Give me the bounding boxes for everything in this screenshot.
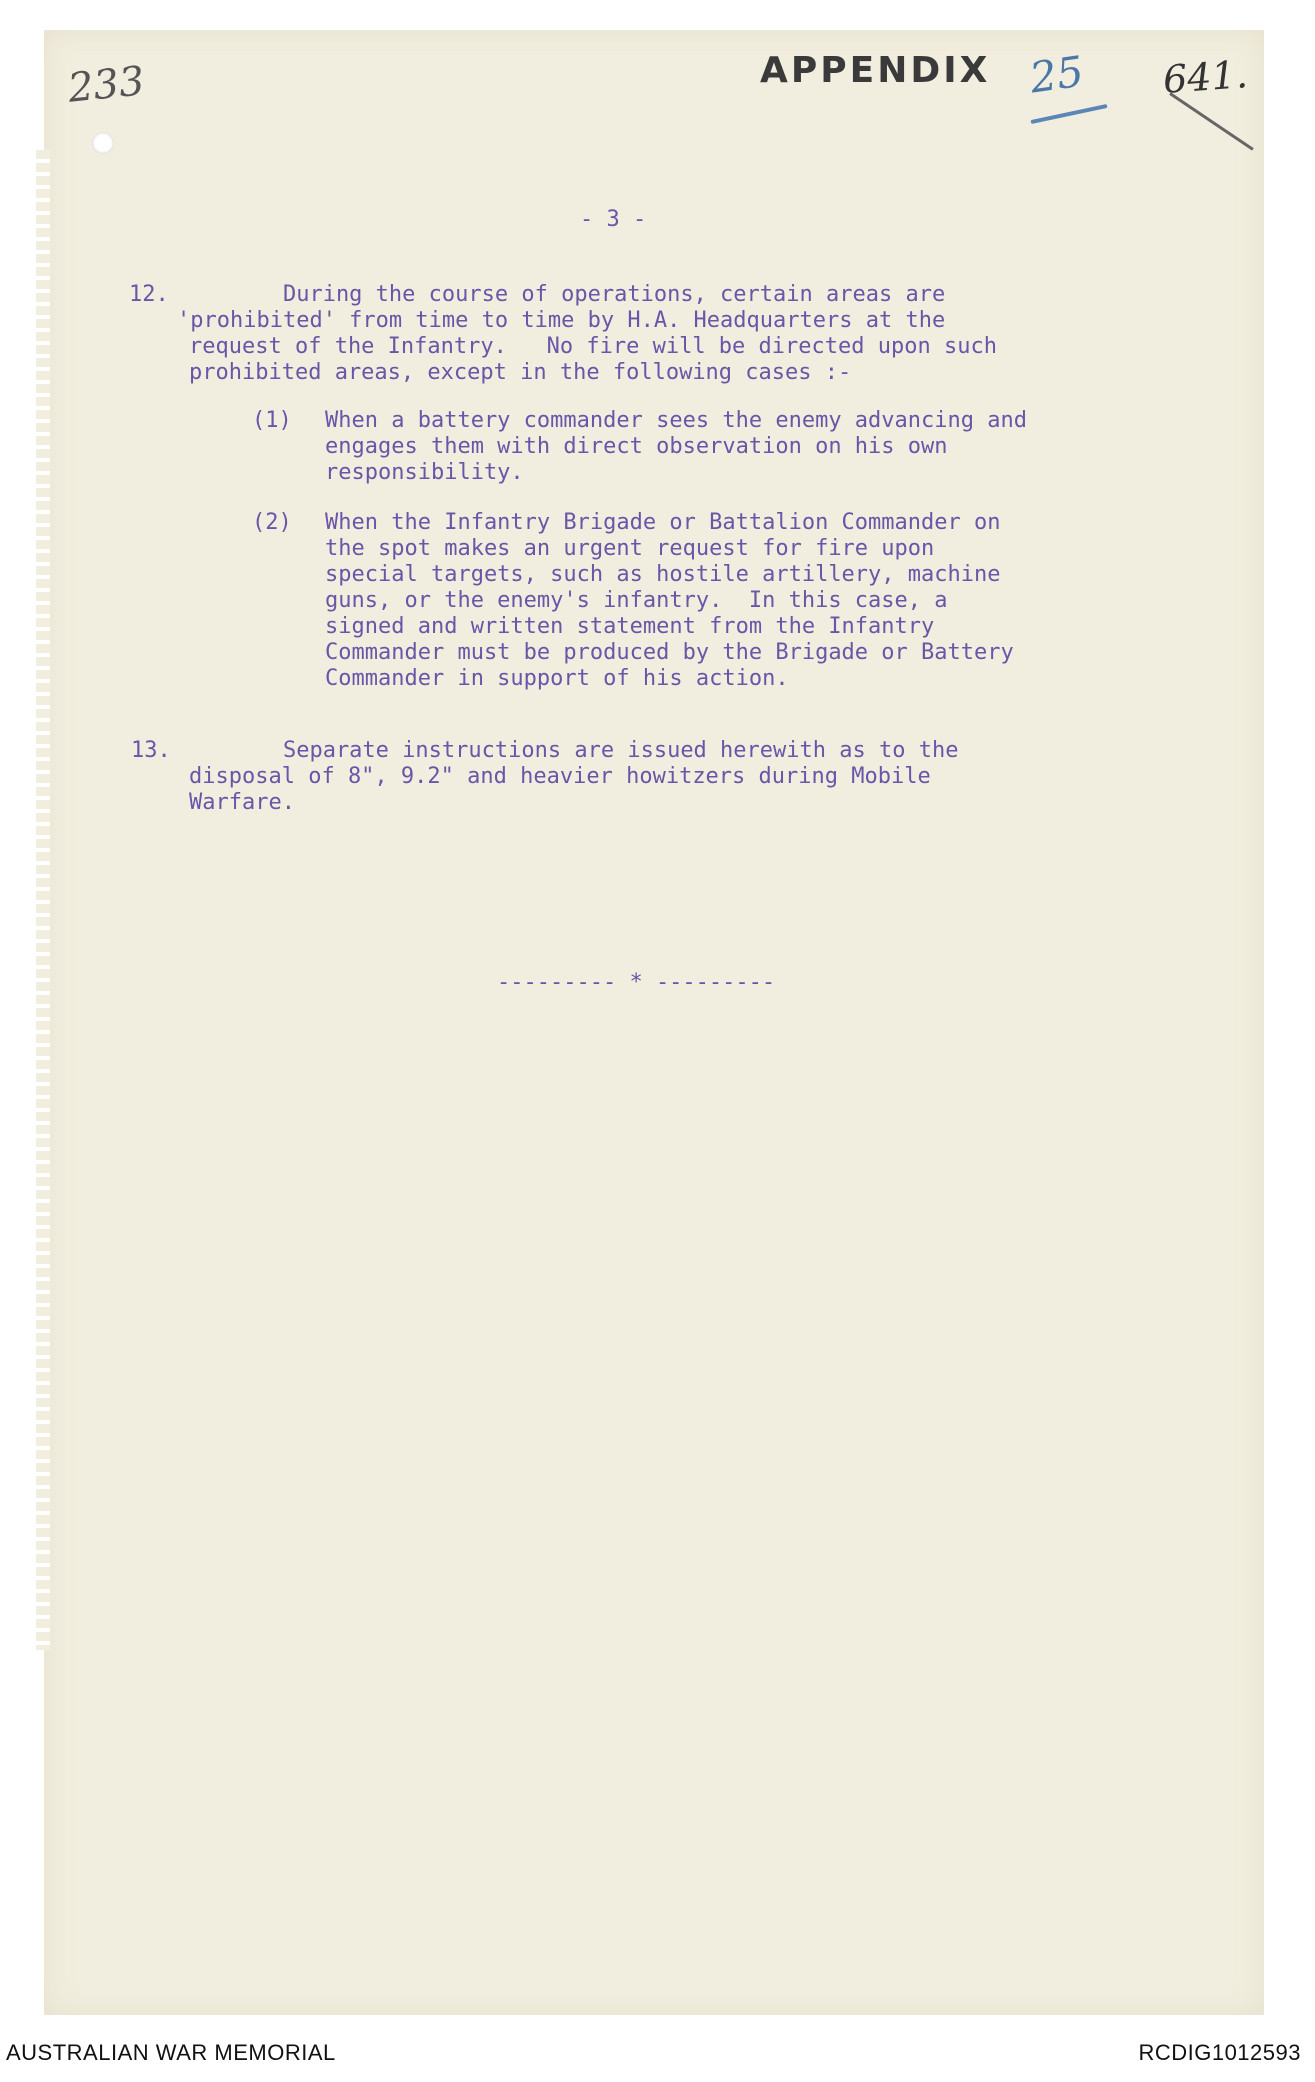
paragraph-13-line-1: Separate instructions are issued herewith as to the — [177, 738, 959, 763]
item-2-line-1: When the Infantry Brigade or Battalion Commander on — [325, 510, 1001, 535]
handwritten-folio-right: 641. — [1161, 52, 1250, 102]
item-2-line-5: signed and written statement from the Infantry — [325, 614, 935, 639]
footer-record-id: RCDIG1012593 — [1138, 2040, 1301, 2065]
paragraph-12-line-3: request of the Infantry. No fire will be directed upon such — [189, 334, 997, 359]
item-2-line-2: the spot makes an urgent request for fire upon — [325, 536, 935, 561]
item-number: (2) — [252, 510, 292, 535]
item-2-line-3: special targets, such as hostile artillery, machine — [325, 562, 1001, 587]
item-1-line-2: engages them with direct observation on his own — [325, 434, 948, 459]
handwritten-folio-left: 233 — [65, 58, 147, 112]
paragraph-12-line-4: prohibited areas, except in the following cases :- — [189, 360, 852, 385]
item-2-line-7: Commander in support of his action. — [325, 666, 789, 691]
item-1-line-1: When a battery commander sees the enemy advancing and — [325, 408, 1027, 433]
appendix-stamp: APPENDIX — [760, 50, 991, 91]
paragraph-12-line-1: During the course of operations, certain areas are — [177, 282, 946, 307]
punch-hole — [92, 132, 114, 154]
item-1-line-3: responsibility. — [325, 460, 524, 485]
item-2-line-6: Commander must be produced by the Brigade or Battery — [325, 640, 1014, 665]
item-2-line-4: guns, or the enemy's infantry. In this case, a — [325, 588, 948, 613]
end-of-document-mark: --------- * --------- — [497, 970, 776, 995]
handwritten-appendix-number: 25 — [1026, 46, 1087, 103]
paragraph-13-line-2: disposal of 8", 9.2" and heavier howitzers during Mobile — [189, 764, 931, 789]
item-number: (1) — [252, 408, 292, 433]
footer-source: AUSTRALIAN WAR MEMORIAL — [6, 2040, 336, 2065]
paragraph-12-line-2: 'prohibited' from time to time by H.A. Headquarters at the — [177, 308, 946, 333]
page-number: - 3 - — [580, 207, 647, 232]
paragraph-13-line-3: Warfare. — [189, 790, 295, 815]
paragraph-number: 13. — [131, 738, 171, 763]
paragraph-number: 12. — [129, 282, 169, 307]
